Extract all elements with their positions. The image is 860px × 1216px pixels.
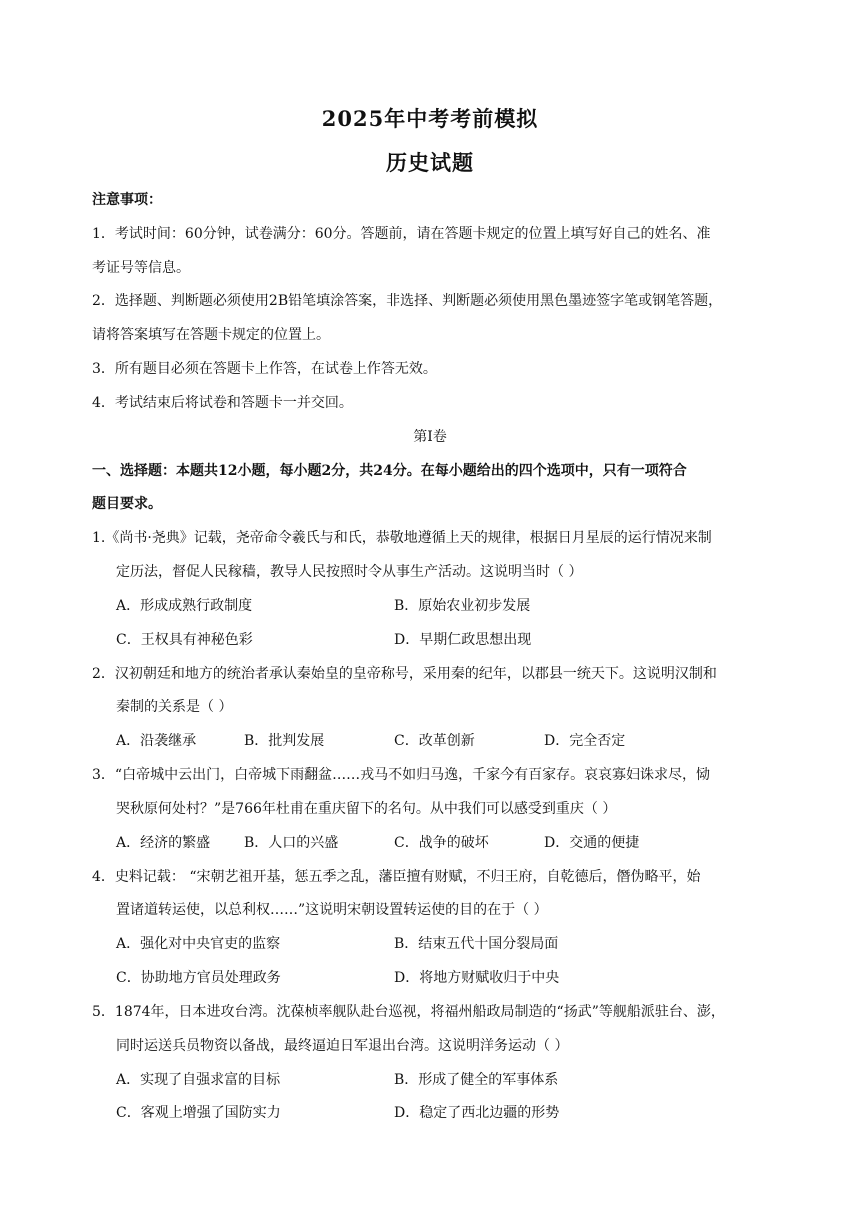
question-stem: 3．“白帝城中云出门，白帝城下雨翻盆……戎马不如归马逸，千家今有百家存。哀哀寡妇诛求尽，恸	[92, 767, 711, 783]
notice-heading: 注意事项：	[92, 192, 162, 208]
question-stem-continued: 同时运送兵员物资以备战，最终逼迫日军退出台湾。这说明洋务运动（ ）	[116, 1038, 569, 1054]
option-a: A．形成成熟行政制度	[116, 598, 253, 614]
question-stem-continued: 定历法，督促人民稼穑，教导人民按照时令从事生产活动。这说明当时（ ）	[116, 564, 583, 580]
section-instruction: 一、选择题：本题共12小题，每小题2分，共24分。在每小题给出的四个选项中，只有一项符合	[92, 463, 687, 479]
notice-item: 3．所有题目必须在答题卡上作答，在试卷上作答无效。	[92, 361, 437, 377]
notice-item-continued: 请将答案填写在答题卡规定的位置上。	[92, 327, 330, 343]
notice-item: 1．考试时间：60分钟，试卷满分：60分。答题前，请在答题卡规定的位置上填写好自己的姓名、准	[92, 226, 711, 242]
option-a: A．实现了自强求富的目标	[116, 1072, 281, 1088]
question-stem: 5．1874年，日本进攻台湾。沈葆桢率舰队赴台巡视，将福州船政局制造的“扬武”等舰船派驻台、澎，	[92, 1004, 725, 1020]
option-c: C．协助地方官员处理政务	[116, 970, 281, 986]
option-d: D．稳定了西北边疆的形势	[394, 1105, 560, 1121]
question-stem-continued: 哭秋原何处村？”是766年杜甫在重庆留下的名句。从中我们可以感受到重庆（ ）	[116, 801, 617, 817]
exam-title: 2025年中考考前模拟	[321, 106, 539, 131]
section-instruction-continued: 题目要求。	[92, 496, 162, 512]
volume-label: 第Ⅰ卷	[413, 429, 447, 445]
option-b: B．批判发展	[244, 733, 325, 749]
option-d: D．早期仁政思想出现	[394, 632, 532, 648]
option-c: C．战争的破坏	[394, 835, 489, 851]
notice-item: 2．选择题、判断题必须使用2B铅笔填涂答案，非选择、判断题必须使用黑色墨迹签字笔或钢笔答题，	[92, 293, 723, 309]
option-d: D．交通的便捷	[544, 835, 640, 851]
option-b: B．形成了健全的军事体系	[394, 1072, 559, 1088]
option-c: C．改革创新	[394, 733, 475, 749]
option-b: B．结束五代十国分裂局面	[394, 936, 559, 952]
question-stem-continued: 秦制的关系是（ ）	[116, 699, 233, 715]
option-b: B．人口的兴盛	[244, 835, 339, 851]
option-a: A．沿袭继承	[116, 733, 197, 749]
option-b: B．原始农业初步发展	[394, 598, 531, 614]
question-stem-continued: 置诸道转运使，以总利权……”这说明宋朝设置转运使的目的在于（ ）	[116, 902, 548, 918]
question-stem: 2．汉初朝廷和地方的统治者承认秦始皇的皇帝称号，采用秦的纪年，以郡县一统天下。这说明汉制和	[92, 666, 717, 682]
question-stem: 4．史料记载： “宋朝艺祖开基，惩五季之乱，藩臣擅有财赋，不归王府，自乾德后，僭伪略平，始	[92, 869, 701, 885]
option-a: A．强化对中央官吏的监察	[116, 936, 281, 952]
option-a: A．经济的繁盛	[116, 835, 211, 851]
option-d: D．将地方财赋收归于中央	[394, 970, 560, 986]
exam-subtitle: 历史试题	[386, 150, 474, 175]
notice-item-continued: 考证号等信息。	[92, 260, 190, 276]
option-c: C．客观上增强了国防实力	[116, 1105, 281, 1121]
option-d: D．完全否定	[544, 733, 626, 749]
question-stem: 1.《尚书·尧典》记载，尧帝命令羲氏与和氏，恭敬地遵循上天的规律，根据日月星辰的运行情况来制	[92, 530, 712, 546]
option-c: C．王权具有神秘色彩	[116, 632, 253, 648]
notice-item: 4．考试结束后将试卷和答题卡一并交回。	[92, 395, 353, 411]
